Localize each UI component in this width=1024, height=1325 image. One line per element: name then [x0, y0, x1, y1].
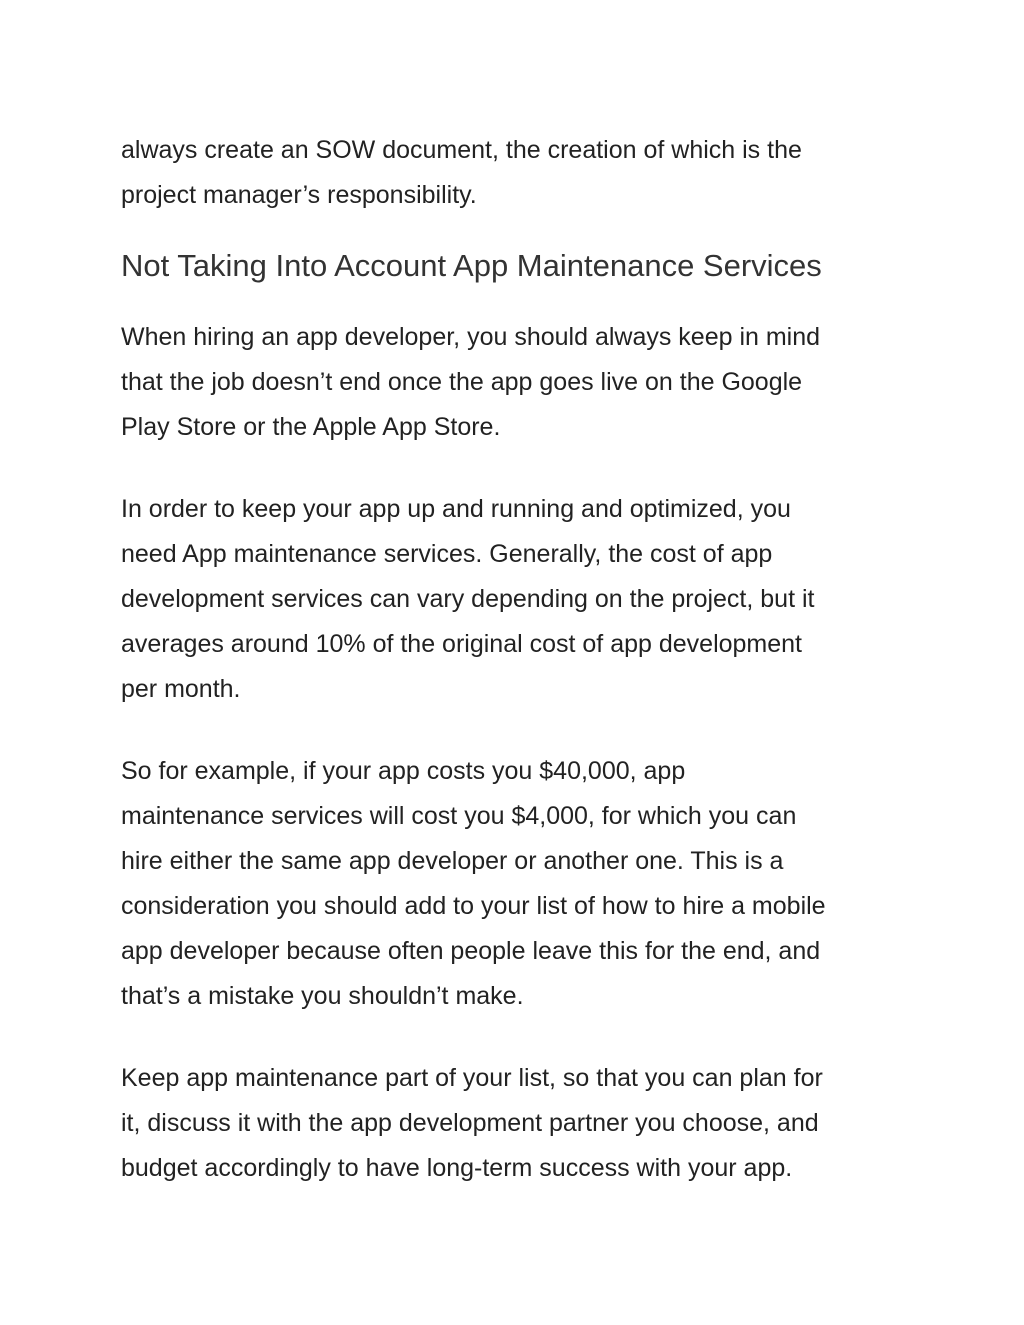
- text-line: per month.: [121, 675, 241, 703]
- document-page: [121, 128, 921, 1191]
- text-line: hire either the same app developer or another one. This is a: [121, 847, 784, 875]
- paragraph-conclusion: [121, 1056, 921, 1191]
- text-line: In order to keep your app up and running and optimized, you: [121, 495, 791, 523]
- text-line: budget accordingly to have long-term success with your app.: [121, 1154, 793, 1182]
- text-line: project manager’s responsibility.: [121, 181, 477, 209]
- intro-paragraph: [121, 128, 921, 218]
- text-line: maintenance services will cost you $4,000, for which you can: [121, 802, 797, 830]
- text-line: development services can vary depending on the project, but it: [121, 585, 815, 613]
- paragraph-hiring: [121, 315, 921, 450]
- text-line: it, discuss it with the app development partner you choose, and: [121, 1109, 819, 1137]
- text-line: averages around 10% of the original cost of app development: [121, 630, 803, 658]
- text-line: So for example, if your app costs you $40,000, app: [121, 757, 686, 785]
- text-line: When hiring an app developer, you should always keep in mind: [121, 323, 821, 351]
- paragraph-maintenance-cost: [121, 487, 921, 712]
- text-line: consideration you should add to your list of how to hire a mobile: [121, 892, 826, 920]
- text-line: Keep app maintenance part of your list, so that you can plan for: [121, 1064, 823, 1092]
- text-line: always create an SOW document, the creation of which is the: [121, 136, 802, 164]
- paragraph-example: [121, 749, 921, 1019]
- text-line: that’s a mistake you shouldn’t make.: [121, 982, 524, 1010]
- text-line: need App maintenance services. Generally, the cost of app: [121, 540, 773, 568]
- text-line: app developer because often people leave this for the end, and: [121, 937, 821, 965]
- section-heading: Not Taking Into Account App Maintenance Services: [121, 248, 822, 283]
- text-line: Play Store or the Apple App Store.: [121, 413, 501, 441]
- text-line: that the job doesn’t end once the app goes live on the Google: [121, 368, 803, 396]
